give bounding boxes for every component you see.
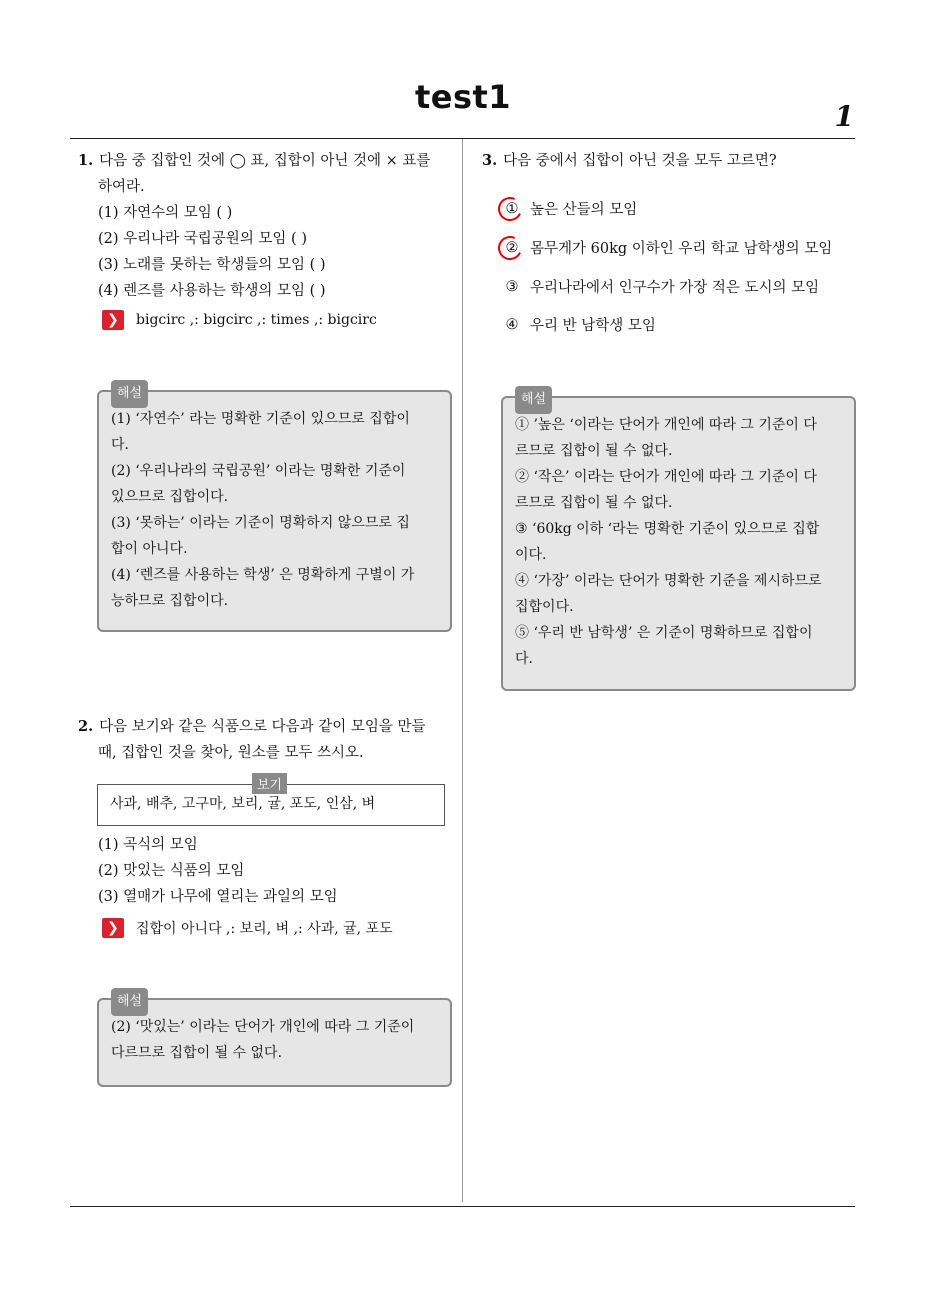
explanation-line: 르므로 집합이 될 수 없다. [515, 495, 673, 511]
explanation-tag: 해설 [515, 386, 552, 414]
choice-text: 높은 산들의 모임 [530, 202, 638, 218]
bottom-rule [70, 1206, 855, 1207]
choice-3[interactable] [502, 276, 819, 297]
question-2-items [78, 832, 460, 910]
page-number: 1 [834, 100, 854, 133]
explanation-line: (4) ‘렌즈를 사용하는 학생’ 은 명확하게 구별이 가 [111, 567, 415, 583]
explanation-line: ① ’높은 ‘이라는 단어가 개인에 따라 그 기준이 다 [515, 417, 817, 433]
answer-row [102, 918, 393, 938]
explanation-line: ⑤ ‘우리 반 남학생’ 은 기준이 명확하므로 집합이 [515, 625, 813, 641]
explanation-line: 이다. [515, 547, 547, 563]
list-item: (3) 열매가 나무에 열리는 과일의 모임 [98, 889, 338, 905]
list-item: (2) 맛있는 식품의 모임 [98, 863, 245, 879]
explanation-line: ② ‘작은’ 이라는 단어가 개인에 따라 그 기준이 다 [515, 469, 817, 485]
choice-mark: ③ [505, 278, 519, 295]
question-prompt-cont: 때, 집합인 것을 찾아, 원소를 모두 쓰시오. [98, 745, 364, 761]
example-tag: 보기 [252, 773, 287, 794]
list-item: (4) 렌즈를 사용하는 학생의 모임 ( ) [98, 283, 326, 299]
explanation-line: (2) ‘우리나라의 국립공원’ 이라는 명확한 기준이 [111, 463, 406, 479]
explanation-line: (3) ‘못하는’ 이라는 기준이 명확하지 않으므로 집 [111, 515, 410, 531]
explanation-line: 집합이다. [515, 599, 574, 615]
question-2 [78, 714, 460, 766]
column-divider [462, 139, 463, 1202]
choice-text: 우리 반 남학생 모임 [530, 318, 656, 334]
question-number: 1. [78, 152, 94, 169]
question-prompt: 다음 중 집합인 것에 ◯ 표, 집합이 아닌 것에 × 표를 [99, 153, 431, 169]
explanation-box [97, 994, 452, 1087]
question-prompt-cont: 하여라. [98, 179, 145, 195]
example-box [97, 778, 445, 826]
question-3 [482, 148, 854, 174]
choice-2[interactable] [502, 237, 832, 258]
choice-text: 몸무게가 60kg 이하인 우리 학교 남학생의 모임 [530, 241, 833, 257]
explanation-line: (1) ‘자연수’ 라는 명확한 기준이 있으므로 집합이 [111, 411, 410, 427]
list-item: (2) 우리나라 국립공원의 모임 ( ) [98, 231, 307, 247]
question-1 [78, 148, 460, 304]
list-item: (1) 곡식의 모임 [98, 837, 198, 853]
explanation-line: (2) ‘맛있는’ 이라는 단어가 개인에 따라 그 기준이 [111, 1019, 415, 1035]
explanation-line: 능하므로 집합이다. [111, 593, 229, 609]
choice-1[interactable] [502, 198, 637, 219]
question-number: 3. [482, 152, 498, 169]
example-text: 사과, 배추, 고구마, 보리, 귤, 포도, 인삼, 벼 [110, 796, 376, 812]
explanation-tag: 해설 [111, 380, 148, 408]
choice-text: 우리나라에서 인구수가 가장 적은 도시의 모임 [530, 280, 820, 296]
list-item: (1) 자연수의 모임 ( ) [98, 205, 233, 221]
question-number: 2. [78, 718, 94, 735]
choice-4[interactable] [502, 314, 656, 335]
chevron-right-icon: ❯ [102, 918, 124, 938]
explanation-line: 다르므로 집합이 될 수 없다. [111, 1045, 283, 1061]
answer-text: 집합이 아니다 ,: 보리, 벼 ,: 사과, 귤, 포도 [136, 921, 393, 937]
explanation-tag: 해설 [111, 988, 148, 1016]
question-prompt: 다음 보기와 같은 식품으로 다음과 같이 모임을 만들 [99, 719, 426, 735]
explanation-line: 다. [111, 437, 129, 453]
choice-mark: ④ [505, 316, 519, 333]
explanation-line: ③ ‘60kg 이하 ‘라는 명확한 기준이 있으므로 집합 [515, 521, 820, 537]
answer-text: bigcirc ,: bigcirc ,: times ,: bigcirc [136, 312, 377, 328]
question-prompt: 다음 중에서 집합이 아닌 것을 모두 고르면? [503, 153, 777, 169]
explanation-box [97, 386, 452, 632]
choice-mark: ② [502, 240, 522, 256]
explanation-line: 합이 아니다. [111, 541, 188, 557]
choice-mark: ① [502, 201, 522, 217]
explanation-line: 르므로 집합이 될 수 없다. [515, 443, 673, 459]
explanation-box [501, 392, 856, 691]
chevron-right-icon: ❯ [102, 310, 124, 330]
document-title: test1 [414, 78, 512, 116]
explanation-line: 있으므로 집합이다. [111, 489, 229, 505]
list-item: (3) 노래를 못하는 학생들의 모임 ( ) [98, 257, 326, 273]
explanation-line: ④ ‘가장’ 이라는 단어가 명확한 기준을 제시하므로 [515, 573, 822, 589]
answer-row [102, 310, 377, 330]
explanation-line: 다. [515, 651, 533, 667]
